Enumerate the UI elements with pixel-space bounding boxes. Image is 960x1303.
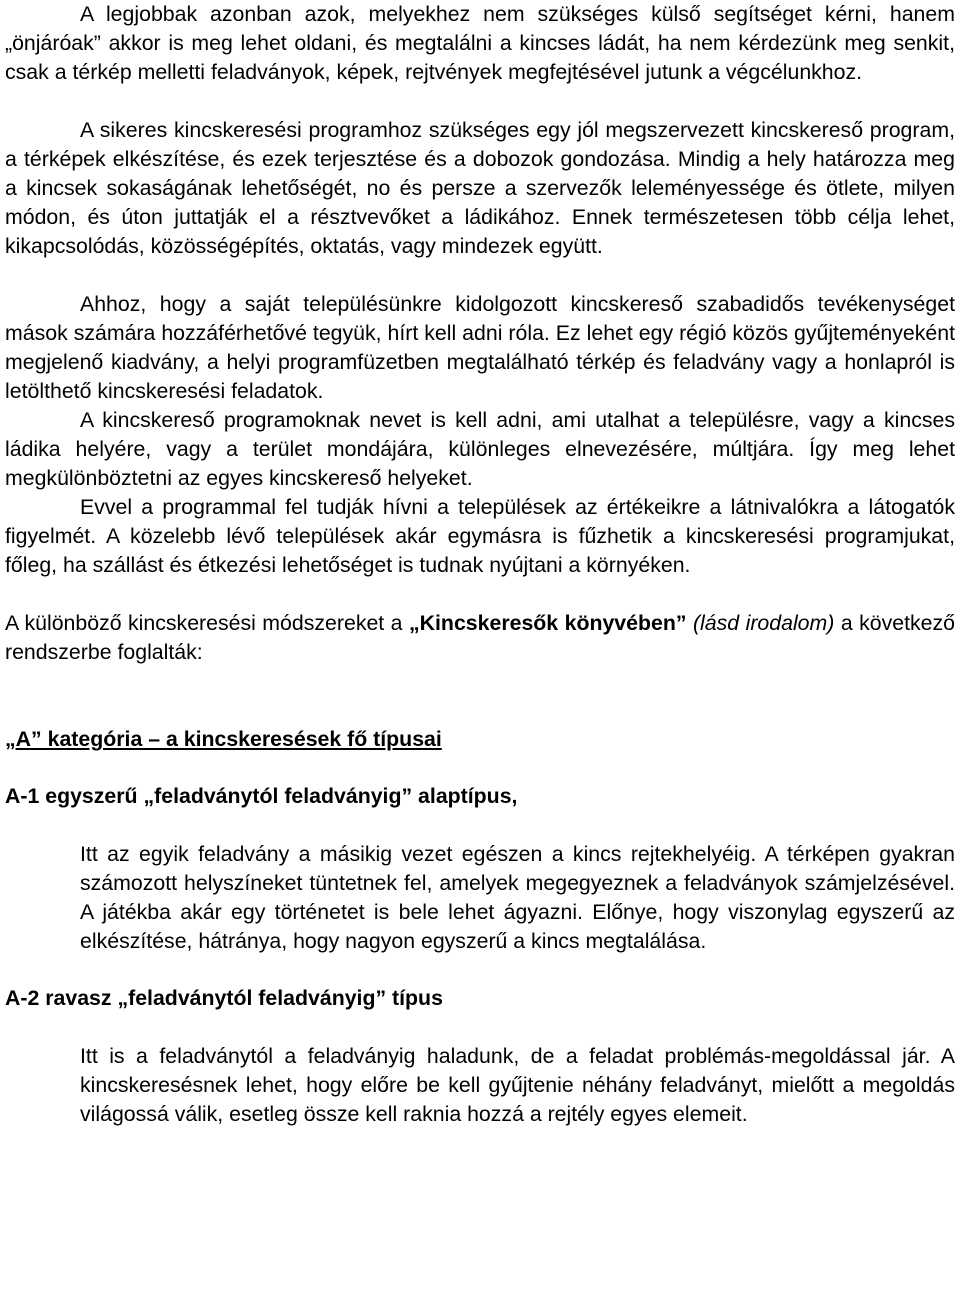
paragraph-naming: A kincskereső programoknak nevet is kell adni, ami utalhat a településre, vagy a kincses ládika helyére, vagy a terület mondájára, különleges elnevezésére, múltjára. Így meg lehet megkülönböztetni az egyes kincskereső helyeket. [5, 408, 955, 490]
classification-intro-end: a következő rendszerbe foglalták: [5, 611, 956, 664]
a2-description: Itt is a feladványtól a feladványig haladunk, de a feladat problémás-megoldással jár. A kincskeresésnek lehet, hogy előre be kell gyűjtenie néhány feladványt, mielőtt a megoldás világossá válik, esetleg össze kell raknia hozzá a rejtély egyes elemeit. [80, 1044, 955, 1126]
literature-reference: (lásd irodalom) [686, 611, 835, 635]
a2-title: A-2 ravasz „feladványtól feladványig” típus [5, 986, 443, 1010]
category-a-heading: „A” kategória – a kincskeresések fő típusai [5, 727, 442, 751]
classification-intro-text: A különböző kincskeresési módszereket a [5, 611, 409, 635]
document-page [5, 0, 955, 1129]
paragraph-program-requirements: A sikeres kincskeresési programhoz szükséges egy jól megszervezett kincskereső program, a térképek elkészítése, és ezek terjesztése és a dobozok gondozása. Mindig a hely határozza meg a kincsek sokaságának lehetőségét, no és persze a szervezők leleményessége és ötlete, milyen módon, és úton juttatják el a résztvevőket a ládikához. Ennek természetesen több célja lehet, kikapcsolódás, közösségépítés, oktatás, vagy mindezek együtt. [5, 118, 955, 258]
a1-title: A-1 egyszerű „feladványtól feladványig” alaptípus, [5, 784, 518, 808]
book-title: „Kincskeresők könyvében” [408, 611, 687, 635]
paragraph-publicity: Ahhoz, hogy a saját településünkre kidolgozott kincskereső szabadidős tevékenységet mások számára hozzáférhetővé tegyük, hírt kell adni róla. Ez lehet egy régió közös gyűjteményeként megjelenő kiadvány, a helyi programfüzetben megtalálható térkép és feladvány vagy a honlapról is letölthető kincskeresési feladatok. [5, 292, 955, 403]
paragraph-classification-intro [5, 609, 955, 667]
a1-description: Itt az egyik feladvány a másikig vezet egészen a kincs rejtekhelyéig. A térképen gyakran számozott helyszíneket tüntetnek fel, amelyek megegyeznek a feladványok számjelzésével. A játékba akár egy történetet is bele lehet ágyazni. Előnye, hogy viszonylag egyszerű az elkészítése, hátránya, hogy nagyon egyszerű a kincs megtalálása. [80, 842, 955, 953]
paragraph-attractions: Evvel a programmal fel tudják hívni a települések az értékeikre a látnivalókra a látogatók figyelmét. A közelebb lévő települések akár egymásra is fűzhetik a kincskeresési programjukat, főleg, ha szállást és étkezési lehetőséget is tudnak nyújtani a környéken. [5, 495, 955, 577]
paragraph-intro: A legjobbak azonban azok, melyekhez nem szükséges külső segítséget kérni, hanem „önjáróak” akkor is meg lehet oldani, és megtalálni a kincses ládát, ha nem kérdezünk meg senkit, csak a térkép melletti feladványok, képek, rejtvények megfejtésével jutunk a végcélunkhoz. [5, 2, 955, 84]
